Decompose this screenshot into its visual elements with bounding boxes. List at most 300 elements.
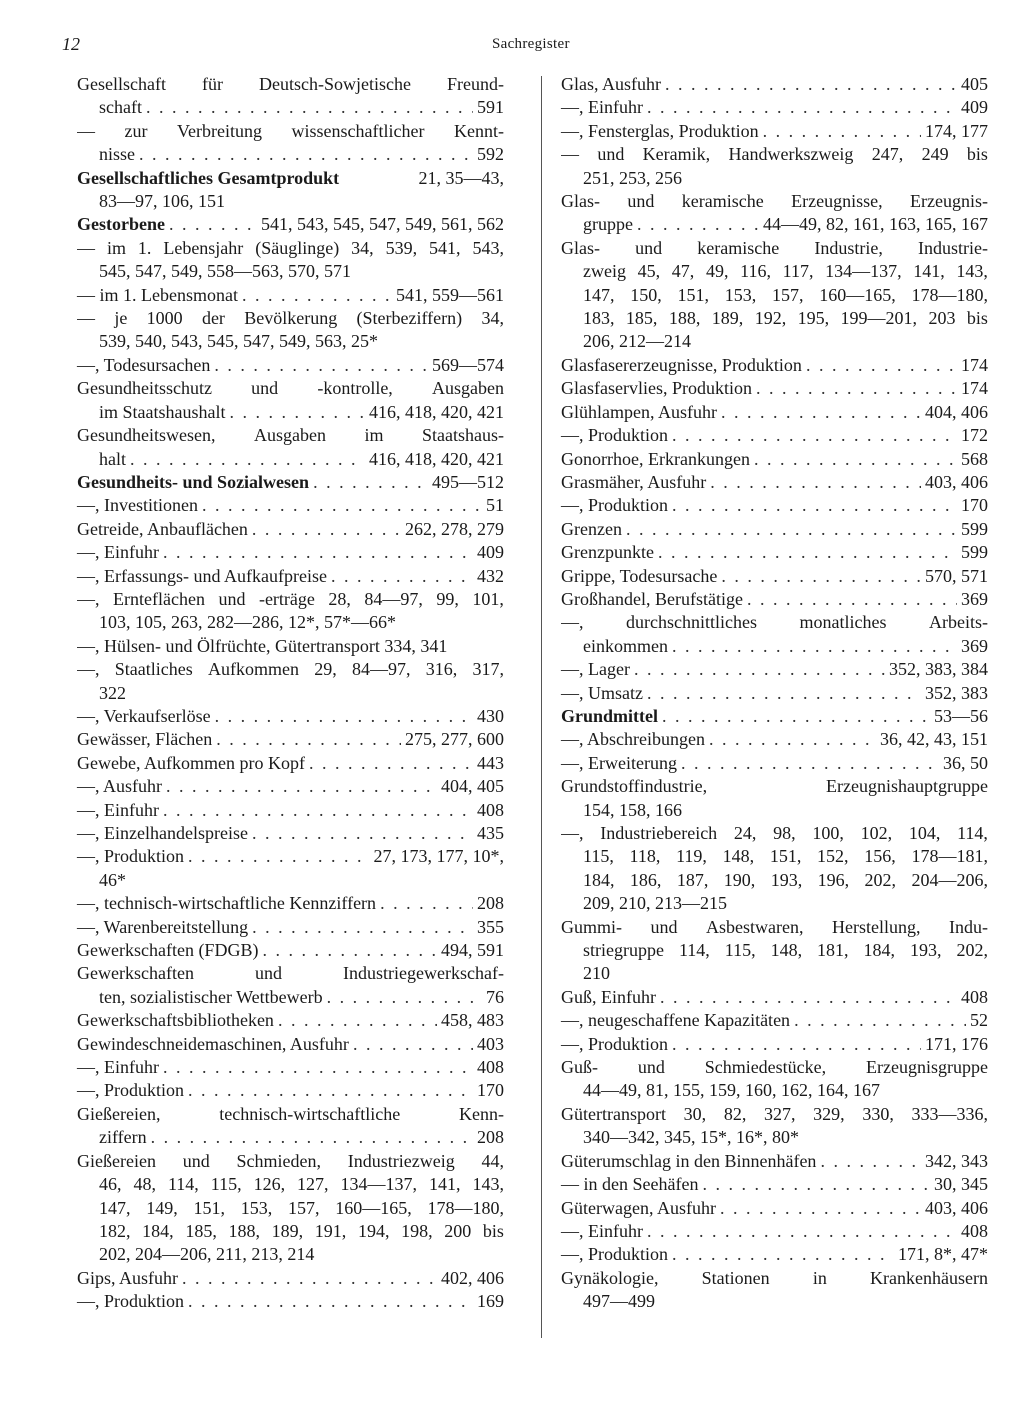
- index-entry: [77, 354, 504, 377]
- index-pages: 568: [961, 448, 988, 469]
- index-term: Gewebe, Aufkommen pro Kopf: [77, 752, 305, 773]
- index-entry: [77, 1033, 504, 1056]
- index-line: 209, 210, 213—215: [583, 893, 727, 914]
- index-term: Grenzen: [561, 518, 622, 539]
- index-line: [77, 822, 504, 845]
- index-line: [561, 377, 988, 400]
- index-term: —, Fensterglas, Produktion: [561, 120, 759, 141]
- index-pages: 352, 383, 384: [889, 659, 988, 680]
- index-pages: 52: [970, 1010, 988, 1031]
- index-pages: 435: [477, 823, 504, 843]
- index-term: —, Einfuhr: [561, 1220, 643, 1241]
- index-pages: 404, 406: [925, 401, 988, 422]
- index-line: [561, 588, 988, 611]
- index-entry: [77, 845, 504, 892]
- index-term: Glas, Ausfuhr: [561, 74, 661, 94]
- index-entry: [561, 73, 988, 96]
- index-entry: [561, 401, 988, 424]
- index-pages: 408: [477, 799, 504, 820]
- index-term: —, Erweiterung: [561, 752, 677, 773]
- leader-dots: [672, 424, 957, 447]
- index-entry: [77, 728, 504, 751]
- leader-dots: [647, 682, 921, 705]
- leader-dots: [660, 986, 957, 1009]
- index-line: [561, 728, 988, 751]
- index-entry: [561, 658, 988, 681]
- leader-dots: [763, 120, 921, 143]
- index-entry: [77, 73, 504, 120]
- index-term: Guß, Einfuhr: [561, 986, 656, 1007]
- index-term: halt: [99, 448, 126, 469]
- index-line: [77, 728, 504, 751]
- index-term: —, Produktion: [77, 1080, 185, 1101]
- leader-dots: [163, 541, 473, 564]
- index-entry: [561, 518, 988, 541]
- leader-dots: [327, 986, 482, 1009]
- index-entry: [561, 588, 988, 611]
- leader-dots: [806, 354, 957, 377]
- index-pages: 369: [961, 588, 988, 609]
- index-line: — zur Verbreitung wissenschaftlicher Kennt-: [77, 120, 504, 141]
- index-term: —, Investitionen: [77, 495, 198, 516]
- leader-dots: [702, 1173, 930, 1196]
- index-entry: [561, 611, 988, 658]
- index-entry: [561, 237, 988, 354]
- index-entry: [561, 728, 988, 751]
- index-line: 202, 204—206, 211, 213, 214: [99, 1244, 315, 1265]
- leader-dots: [139, 143, 473, 166]
- leader-dots: [216, 728, 401, 751]
- index-entry: [77, 424, 504, 471]
- index-pages: 369: [961, 635, 988, 656]
- index-line: 497—499: [583, 1291, 655, 1312]
- index-line: [77, 1079, 504, 1102]
- index-line: Gütertransport 30, 82, 327, 329, 330, 333—336,: [561, 1103, 988, 1124]
- index-line: Gynäkologie, Stationen in Krankenhäusern: [561, 1267, 988, 1288]
- index-pages: 408: [477, 1057, 504, 1078]
- index-line: 183, 185, 188, 189, 192, 195, 199—201, 203 bis: [583, 308, 988, 329]
- index-line: zweig 45, 47, 49, 116, 117, 134—137, 141, 143,: [583, 261, 988, 282]
- leader-dots: [252, 822, 473, 845]
- leader-dots: [721, 565, 921, 588]
- index-line: [77, 143, 504, 166]
- index-line: [77, 401, 504, 424]
- index-line: Guß- und Schmiedestücke, Erzeugnisgruppe: [561, 1057, 988, 1078]
- index-line: 46*: [99, 869, 126, 890]
- index-entry: [561, 143, 988, 190]
- index-entry: [77, 962, 504, 1009]
- index-line: Gießereien, technisch-wirtschaftliche Kenn-: [77, 1103, 504, 1124]
- index-term: —, Produktion: [561, 425, 669, 446]
- leader-dots: [672, 1033, 921, 1056]
- index-pages: 171, 176: [925, 1033, 988, 1054]
- index-pages: 21, 35—43,: [418, 167, 504, 188]
- index-heading: Grundmittel: [561, 705, 658, 726]
- index-pages: 599: [961, 518, 988, 539]
- index-line: Grundstoffindustrie, Erzeugnishauptgruppe: [561, 776, 988, 797]
- index-term: Güterumschlag in den Binnenhäfen: [561, 1150, 817, 1171]
- index-entry: [77, 565, 504, 588]
- index-entry: [561, 494, 988, 517]
- index-pages: 76: [486, 986, 504, 1007]
- index-line: [561, 1033, 988, 1056]
- index-pages: 53—56: [934, 705, 988, 726]
- index-line: Gewerkschaften und Industriegewerkschaf-: [77, 963, 504, 984]
- index-line: — und Keramik, Handwerkszweig 247, 249 bis: [561, 144, 988, 165]
- index-pages: 208: [477, 893, 504, 914]
- leader-dots: [146, 96, 473, 119]
- index-term: —, Produktion: [561, 495, 669, 516]
- index-line: [77, 471, 504, 494]
- index-entry: [561, 1009, 988, 1032]
- index-line: —, Industriebereich 24, 98, 100, 102, 104, 114,: [561, 823, 988, 843]
- index-entry: [77, 167, 504, 214]
- index-entry: [561, 377, 988, 400]
- index-line: [77, 354, 504, 377]
- index-term: —, Umsatz: [561, 682, 643, 703]
- leader-dots: [720, 1197, 921, 1220]
- index-line: 210: [583, 963, 610, 984]
- index-entry: [561, 1173, 988, 1196]
- index-entry: [77, 1150, 504, 1267]
- index-entry: [77, 799, 504, 822]
- index-term: gruppe: [583, 214, 633, 235]
- index-line: [561, 448, 988, 471]
- index-line: Gesundheitswesen, Ausgaben im Staatshaus-: [77, 425, 504, 446]
- index-term: — in den Seehäfen: [561, 1174, 699, 1195]
- index-term: im Staatshaushalt: [99, 401, 226, 422]
- index-line: [77, 752, 504, 775]
- index-line: — je 1000 der Bevölkerung (Sterbeziffern) 34,: [77, 308, 504, 329]
- index-line: 251, 253, 256: [583, 167, 682, 188]
- index-line: 46, 48, 114, 115, 126, 127, 134—137, 141, 143,: [99, 1174, 504, 1195]
- leader-dots: [756, 377, 957, 400]
- index-column-left: [77, 73, 504, 1314]
- index-pages: 405: [961, 74, 988, 94]
- index-entry: [561, 705, 988, 728]
- index-term: —, Einfuhr: [561, 97, 643, 118]
- index-entry: [77, 705, 504, 728]
- index-pages: 174: [961, 378, 988, 399]
- index-heading: Gestorbene: [77, 214, 165, 235]
- leader-dots: [380, 892, 473, 915]
- index-pages: 409: [477, 542, 504, 563]
- index-entry: [561, 424, 988, 447]
- index-line: 147, 150, 151, 153, 157, 160—165, 178—180,: [583, 284, 988, 305]
- index-line: 154, 158, 166: [583, 799, 682, 820]
- index-term: Gewindeschneidemaschinen, Ausfuhr: [77, 1033, 349, 1054]
- index-entry: [77, 1056, 504, 1079]
- index-pages: 408: [961, 986, 988, 1007]
- index-line: [77, 518, 504, 541]
- index-pages: 208: [477, 1127, 504, 1148]
- index-entry: [77, 237, 504, 284]
- index-pages: 416, 418, 420, 421: [369, 448, 504, 469]
- index-pages: 430: [477, 705, 504, 726]
- index-pages: 171, 8*, 47*: [898, 1244, 988, 1265]
- index-line: Gießereien und Schmieden, Industriezweig 44,: [77, 1150, 504, 1171]
- leader-dots: [709, 728, 876, 751]
- index-line: [561, 96, 988, 119]
- index-line: 44—49, 81, 155, 159, 160, 162, 164, 167: [583, 1080, 880, 1101]
- index-line: [77, 167, 504, 190]
- index-heading: Gesellschaftliches Gesamtprodukt: [77, 167, 340, 188]
- index-term: —, Todesursachen: [77, 354, 211, 375]
- index-term: —, Lager: [561, 659, 630, 680]
- index-pages: 27, 173, 177, 10*,: [373, 846, 504, 867]
- index-pages: 170: [961, 495, 988, 516]
- index-term: Glasfaservlies, Produktion: [561, 378, 752, 399]
- index-line: striegruppe 114, 115, 148, 181, 184, 193, 202,: [583, 940, 988, 961]
- index-pages: 404, 405: [441, 776, 504, 797]
- index-line: [561, 401, 988, 424]
- index-pages: 541, 559—561: [396, 284, 504, 305]
- index-entry: [561, 541, 988, 564]
- index-line: [77, 1056, 504, 1079]
- index-pages: 30, 345: [934, 1174, 988, 1195]
- leader-dots: [188, 845, 369, 868]
- index-pages: 36, 50: [943, 752, 988, 773]
- leader-dots: [331, 565, 473, 588]
- leader-dots: [202, 494, 482, 517]
- index-line: [561, 752, 988, 775]
- leader-dots: [242, 284, 392, 307]
- index-line: 539, 540, 543, 545, 547, 549, 563, 25*: [99, 331, 378, 352]
- index-pages: 494, 591: [441, 940, 504, 961]
- index-term: — im 1. Lebensmonat: [77, 284, 238, 305]
- leader-dots: [252, 518, 401, 541]
- index-line: [77, 494, 504, 517]
- index-line: [561, 213, 988, 236]
- index-term: —, Warenbereitstellung: [77, 916, 249, 937]
- index-line: 545, 547, 549, 558—563, 570, 571: [99, 261, 351, 282]
- index-term: —, Produktion: [561, 1244, 669, 1265]
- index-term: —, technisch-wirtschaftliche Kennziffern: [77, 893, 377, 914]
- index-term: Gonorrhoe, Erkrankungen: [561, 448, 750, 469]
- index-entry: [77, 1079, 504, 1102]
- index-line: 184, 186, 187, 190, 193, 196, 202, 204—206,: [583, 869, 988, 890]
- index-entry: [77, 518, 504, 541]
- index-pages: 591: [477, 97, 504, 118]
- index-entry: [77, 307, 504, 354]
- leader-dots: [681, 752, 939, 775]
- index-line: 115, 118, 119, 148, 151, 152, 156, 178—181,: [583, 846, 988, 867]
- leader-dots: [747, 588, 957, 611]
- index-entry: [561, 775, 988, 822]
- index-entry: [561, 565, 988, 588]
- index-term: Getreide, Anbauflächen: [77, 518, 248, 539]
- index-entry: [561, 682, 988, 705]
- index-line: [561, 73, 988, 96]
- index-line: [77, 916, 504, 939]
- index-term: ziffern: [99, 1127, 147, 1148]
- index-line: [77, 986, 504, 1009]
- index-entry: [561, 354, 988, 377]
- index-pages: 599: [961, 542, 988, 563]
- index-entry: [561, 986, 988, 1009]
- index-pages: 174: [961, 354, 988, 375]
- index-pages: 570, 571: [925, 565, 988, 586]
- leader-dots: [672, 635, 957, 658]
- index-entry: [77, 635, 504, 658]
- leader-dots: [662, 705, 930, 728]
- leader-dots: [634, 658, 885, 681]
- index-line: [561, 1150, 988, 1173]
- leader-dots: [665, 73, 957, 96]
- index-entry: [77, 822, 504, 845]
- index-line: 206, 212—214: [583, 331, 691, 352]
- index-line: [77, 1033, 504, 1056]
- index-term: Gewerkschaftsbibliotheken: [77, 1010, 274, 1031]
- index-term: Grenzpunkte: [561, 542, 654, 563]
- index-entry: [77, 939, 504, 962]
- index-entry: [561, 916, 988, 986]
- index-entry: [77, 1267, 504, 1290]
- index-entry: [561, 1103, 988, 1150]
- index-entry: [561, 1150, 988, 1173]
- index-line: 83—97, 106, 151: [99, 191, 225, 212]
- index-term: —, neugeschaffene Kapazitäten: [561, 1010, 791, 1031]
- index-entry: [561, 822, 988, 916]
- index-pages: 275, 277, 600: [405, 729, 504, 750]
- index-pages: 36, 42, 43, 151: [880, 729, 988, 750]
- index-entry: [77, 916, 504, 939]
- index-pages: 262, 278, 279: [405, 518, 504, 539]
- index-entry: [77, 284, 504, 307]
- index-entry: [77, 213, 504, 236]
- index-pages: 403, 406: [925, 1197, 988, 1218]
- index-pages: 443: [477, 752, 504, 773]
- index-pages: 51: [486, 495, 504, 516]
- index-line: Gesellschaft für Deutsch-Sowjetische Freund-: [77, 74, 504, 94]
- leader-dots: [214, 354, 428, 377]
- leader-dots: [313, 471, 428, 494]
- index-line: — im 1. Lebensjahr (Säuglinge) 34, 539, 541, 543,: [77, 237, 504, 258]
- leader-dots: [169, 213, 257, 236]
- index-line: [77, 284, 504, 307]
- index-line: [561, 705, 988, 728]
- index-entry: [561, 96, 988, 119]
- page-number: 12: [62, 34, 80, 54]
- index-line: [561, 424, 988, 447]
- index-term: einkommen: [583, 635, 668, 656]
- index-term: —, Einfuhr: [77, 1057, 159, 1078]
- index-line: Gummi- und Asbestwaren, Herstellung, Indu-: [561, 916, 988, 937]
- index-line: 322: [99, 682, 126, 703]
- index-pages: 342, 343: [925, 1150, 988, 1171]
- index-line: Gesundheitsschutz und -kontrolle, Ausgaben: [77, 378, 504, 399]
- index-term: schaft: [99, 97, 142, 118]
- index-entry: [561, 471, 988, 494]
- index-line: [77, 939, 504, 962]
- index-pages: 403, 406: [925, 471, 988, 492]
- leader-dots: [166, 775, 437, 798]
- index-pages: 432: [477, 565, 504, 586]
- index-pages: 352, 383: [925, 682, 988, 703]
- leader-dots: [626, 518, 957, 541]
- index-term: Gewerkschaften (FDGB): [77, 940, 259, 961]
- leader-dots: [721, 401, 921, 424]
- index-line: Glas- und keramische Erzeugnisse, Erzeugnis-: [561, 191, 988, 212]
- index-entry: [77, 1290, 504, 1313]
- leader-dots: [182, 1267, 437, 1290]
- leader-dots: [188, 1290, 473, 1313]
- index-term: Gewässer, Flächen: [77, 729, 213, 750]
- leader-dots: [672, 494, 957, 517]
- index-line: [77, 565, 504, 588]
- leader-dots: [163, 799, 473, 822]
- index-line: 147, 149, 151, 153, 157, 160—165, 178—180,: [99, 1197, 504, 1218]
- index-term: Glasfasererzeugnisse, Produktion: [561, 354, 802, 375]
- index-pages: 541, 543, 545, 547, 549, 561, 562: [261, 214, 504, 235]
- leader-dots: [278, 1009, 437, 1032]
- index-term: Güterwagen, Ausfuhr: [561, 1197, 716, 1218]
- index-entry: [561, 120, 988, 143]
- index-term: —, Verkaufserlöse: [77, 705, 211, 726]
- index-pages: 416, 418, 420, 421: [369, 401, 504, 422]
- index-term: —, Abschreibungen: [561, 729, 705, 750]
- index-line: [77, 705, 504, 728]
- leader-dots: [262, 939, 437, 962]
- index-term: Grippe, Todesursache: [561, 565, 718, 586]
- index-line: Glas- und keramische Industrie, Industrie-: [561, 237, 988, 258]
- index-entry: [561, 1033, 988, 1056]
- index-line: [561, 986, 988, 1009]
- index-line: [77, 799, 504, 822]
- leader-dots: [637, 213, 759, 236]
- index-pages: 402, 406: [441, 1267, 504, 1288]
- index-pages: 408: [961, 1220, 988, 1241]
- index-line: [561, 1243, 988, 1266]
- index-pages: 169: [477, 1291, 504, 1312]
- index-term: —, Einfuhr: [77, 799, 159, 820]
- index-line: [77, 845, 504, 868]
- index-entry: [561, 1243, 988, 1266]
- index-line: —, durchschnittliches monatliches Arbeits-: [561, 612, 988, 633]
- leader-dots: [163, 1056, 473, 1079]
- leader-dots: [353, 1033, 473, 1056]
- leader-dots: [188, 1079, 473, 1102]
- leader-dots: [754, 448, 957, 471]
- index-line: [561, 494, 988, 517]
- index-entry: [561, 1220, 988, 1243]
- index-entry: [77, 541, 504, 564]
- leader-dots: [647, 96, 957, 119]
- leader-dots: [794, 1009, 966, 1032]
- index-entry: [561, 190, 988, 237]
- leader-dots: [710, 471, 921, 494]
- index-line: —, Ernteflächen und -erträge 28, 84—97, 99, 101,: [77, 588, 504, 609]
- index-entry: [561, 1056, 988, 1103]
- index-term: —, Produktion: [77, 1291, 185, 1312]
- index-line: 182, 184, 185, 188, 189, 191, 194, 198, 200 bis: [99, 1220, 504, 1241]
- index-entry: [77, 494, 504, 517]
- index-term: Glühlampen, Ausfuhr: [561, 401, 717, 422]
- leader-dots: [820, 1150, 921, 1173]
- leader-dots: [672, 1243, 894, 1266]
- index-pages: 592: [477, 144, 504, 165]
- index-column-right: [561, 73, 988, 1314]
- leader-dots: [151, 1126, 473, 1149]
- index-entry: [77, 588, 504, 635]
- index-entry: [77, 658, 504, 705]
- index-line: [561, 1220, 988, 1243]
- index-term: nisse: [99, 144, 135, 165]
- index-entry: [77, 471, 504, 494]
- leader-dots: [229, 401, 365, 424]
- leader-dots: [215, 705, 473, 728]
- index-term: Großhandel, Berufstätige: [561, 588, 743, 609]
